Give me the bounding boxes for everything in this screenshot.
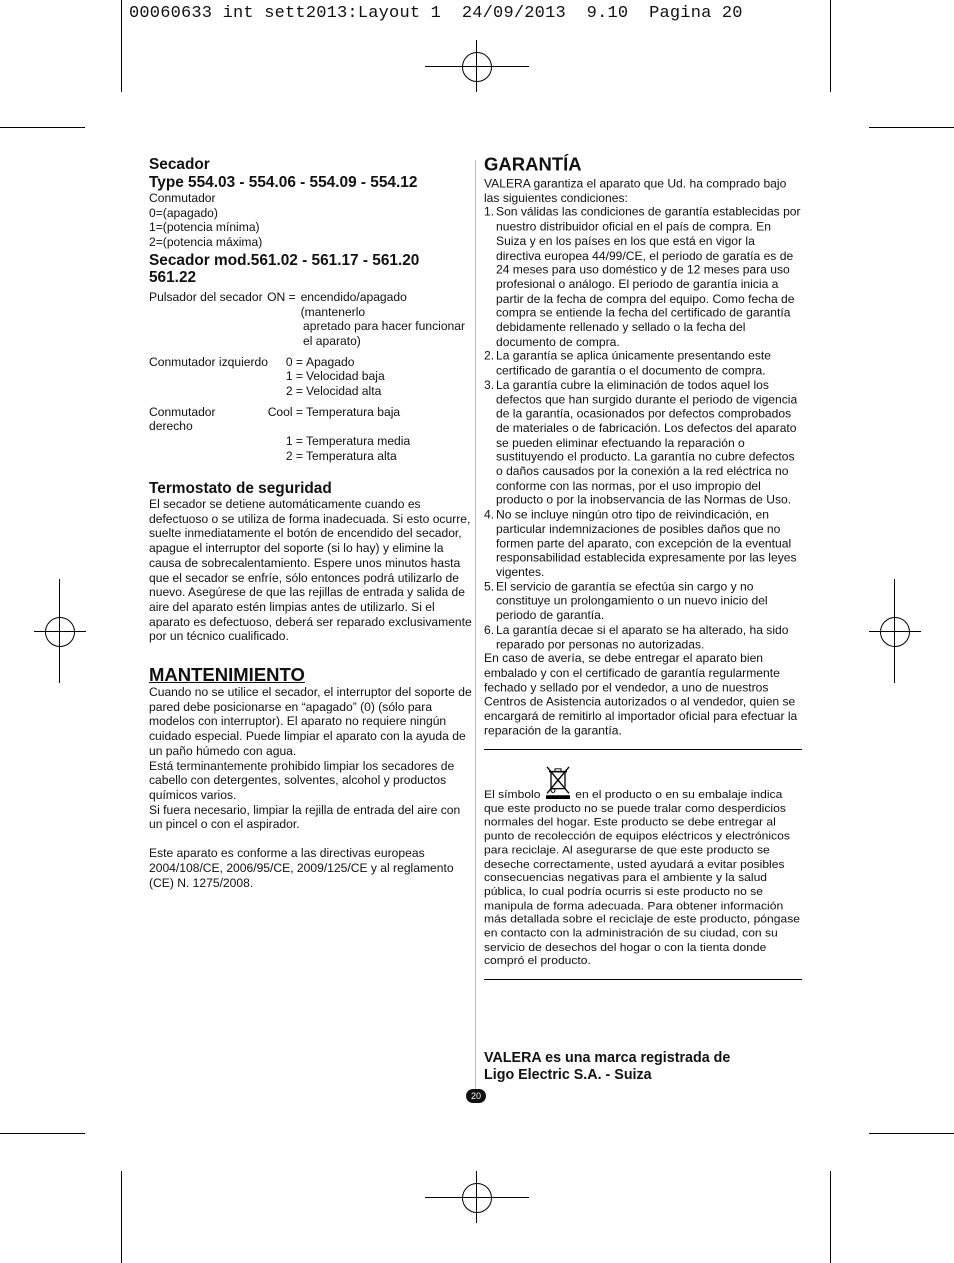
spec-key: 0 = — [285, 354, 303, 369]
spec-value: el aparato) — [303, 333, 361, 348]
conmutador-label: Conmutador — [149, 191, 216, 205]
spec-value: Temperatura media — [306, 434, 411, 449]
termostato-text: El secador se detiene automáticamente cuando es defectuoso o se utiliza de forma inadecuada. Si esto ocurre, suelte inmediatamente el botón de encendido del secador, apague el interruptor del soporte (si lo hay) y elimine la causa de sobrecalentamiento. Espere unos minutos hasta que el secador se enfríe, sólo entonces podrá utilizarlo de nuevo. Asegúrese de que las rejillas de entrada y salida de aire del aparato estén limpias antes de utilizarlo. Si el aparato es defectuoso, deberá ser reparado exclusivamente por un técnico cualificado. — [149, 497, 472, 644]
spec-value: Velocidad baja — [306, 369, 385, 384]
spec-key: 1 = — [285, 369, 303, 384]
list-item: 4. No se incluye ningún otro tipo de reivindicación, en particular indemnizaciones de posibles daños que no formen parte del aparato, con excepción de la eventual responsabilidad establecida expresamente por las leyes vigentes. — [484, 507, 797, 579]
list-item: 1. Son válidas las condiciones de garantía establecidas por nuestro distribuidor oficial en el país de compra. En Suiza y en los países en los que está en vigor la directiva europea 44/99/CE, el periodo de garatía es de 24 meses para uso doméstico y de 12 meses para uso profesional o análogo. El periodo de garantía inicia a partir de la fecha de compra del equipo. Como fecha de compra se entiende la fecha del certificado de garantía debidamente rellenado y sellado o la fecha del documento de compra. — [484, 205, 801, 349]
spec-key: ON = — [267, 289, 296, 304]
pulsador-spec — [149, 290, 472, 349]
separator-rule — [484, 749, 802, 750]
brand-footer — [484, 1050, 730, 1084]
spec-label: Pulsador del secador — [149, 289, 263, 304]
crop-mark — [869, 127, 954, 128]
switch-position: 1=(potencia mínima) — [149, 220, 260, 235]
garantia-title: GARANTÍA — [484, 154, 582, 175]
garantia-intro: VALERA garantiza el aparato que Ud. ha comprado bajo las siguientes condiciones: — [484, 176, 787, 205]
list-item: 3. La garantía cubre la eliminación de todos aquel los defectos que han surgido durante el periodo de vigencia de la garantía, ocasionados por defectos comprobados de materiales o de fabricación. Los defectos del aparato se pueden eliminar efectuando la reparación o sustituyendo el producto. La garantía no cubre defectos o daños causados por la conexión a la red eléctrica no conforme con las normas, por el uso impropio del producto o por la inobservancia de las Normas de Uso. — [484, 378, 798, 507]
spec-key: 2 = — [285, 448, 303, 463]
weee-paragraph — [484, 766, 803, 968]
list-item: 5. El servicio de garantía se efectúa sin cargo y no constituye un prolongamiento o un nuevo inicio del periodo de garantía. — [484, 579, 768, 623]
conmutador-izquierdo-spec — [149, 355, 472, 399]
right-column — [484, 154, 803, 738]
spec-value: Temperatura baja — [306, 404, 401, 419]
mantenimiento-paragraph: Está terminantemente prohibido limpiar los secadores de cabello con detergentes, solventes, alcohol y productos químicos varios. — [149, 758, 455, 802]
crop-mark — [121, 0, 122, 92]
secador-type: Type 554.03 - 554.06 - 554.09 - 554.12 — [149, 173, 418, 191]
mantenimiento-paragraph: Cuando no se utilice el secador, el interruptor del soporte de pared debe posicionarse en “apagado” (0) (sólo para modelos con interruptor). El aparato no requiere ningún cuidado especial. Puede limpiar el aparato con la ayuda de un paño húmedo con agua. — [149, 685, 472, 758]
spec-value: Velocidad alta — [306, 384, 382, 399]
crop-mark — [121, 1171, 122, 1263]
brand-line: Ligo Electric S.A. - Suiza — [484, 1067, 652, 1083]
model-title-line2: 561.22 — [149, 269, 197, 287]
brand-line: VALERA es una marca registrada de — [484, 1050, 731, 1066]
spec-key: 1 = — [285, 434, 303, 449]
switch-position: 0=(apagado) — [149, 205, 218, 220]
garantia-conditions-list — [484, 205, 803, 651]
averia-paragraph: En caso de avería, se debe entregar el aparato bien embalado y con el certificado de garantía regularmente fechado y sellado por el vendedor, a uno de nuestros Centros de Asistencia autorizados o al vendedor, quien se encargará de remitirlo al importador oficial para efectuar la reparación de la garantía. — [484, 651, 798, 738]
crop-mark — [0, 1133, 85, 1134]
weee-text: en el producto o en su embalaje indica que este producto no se puede tralar como desperdicios normales del hogar. Este producto se debe entregar al punto de recolección de equipos eléctricos y electrónicos para reciclaje. Al asegurarse de que este producto se deseche correctamente, usted ayudará a evitar posibles consecuencias negativas para el ambiente y la salud pública, lo cual podría ocurris si este producto no se manipula de forma adecuada. Para obtener información más detallada sobre el reciclaje de este producto, póngase en contacto con la administración de su ciudad, con su servicio de desechos del hogar o con la tienta donde compró el producto. — [484, 787, 800, 968]
crop-mark — [830, 0, 831, 92]
mantenimiento-paragraph: Si fuera necesario, limpiar la rejilla de entrada del aire con un pincel o con el aspirador. — [149, 802, 461, 832]
column-divider — [475, 160, 476, 1090]
spec-label: Conmutador derecho — [149, 404, 216, 434]
model-title-line1: Secador mod.561.02 - 561.17 - 561.20 — [149, 251, 420, 269]
list-item: 6. La garantía decae si el aparato se ha alterado, ha sido reparado por personas no autorizadas. — [484, 622, 789, 651]
left-column — [149, 156, 472, 890]
separator-rule — [484, 979, 802, 980]
conformity-statement: Este aparato es conforme a las directivas europeas 2004/108/CE, 2006/95/CE, 2009/125/CE y al reglamento (CE) N. 1275/2008. — [149, 846, 454, 890]
page-number: 20 — [466, 1089, 486, 1103]
spec-value: Apagado — [306, 354, 355, 369]
crop-mark — [0, 127, 85, 128]
spec-key: Cool = — [267, 404, 303, 419]
switch-position: 2=(potencia máxima) — [149, 235, 263, 250]
crop-mark — [830, 1171, 831, 1263]
printer-slug: 00060633 int sett2013:Layout 1 24/09/2013 9.10 Pagina 20 — [129, 4, 743, 23]
spec-key: 2 = — [285, 384, 303, 399]
crop-mark — [869, 1133, 954, 1134]
spec-value: apretado para hacer funcionar — [303, 319, 466, 334]
spec-value: encendido/apagado (mantenerlo — [300, 289, 407, 319]
spec-value: Temperatura alta — [306, 448, 397, 463]
crossed-out-wheelie-bin-icon — [545, 766, 571, 800]
mantenimiento-title: MANTENIMIENTO — [149, 664, 305, 686]
conmutador-derecho-spec — [149, 405, 472, 464]
simbolo-text: El símbolo — [484, 787, 541, 801]
list-item: 2. La garantía se aplica únicamente presentando este certificado de garantía o el documento de compra. — [484, 349, 771, 378]
secador-title: Secador — [149, 156, 210, 173]
spec-label: Conmutador izquierdo — [149, 354, 268, 369]
termostato-title: Termostato de seguridad — [149, 479, 332, 497]
